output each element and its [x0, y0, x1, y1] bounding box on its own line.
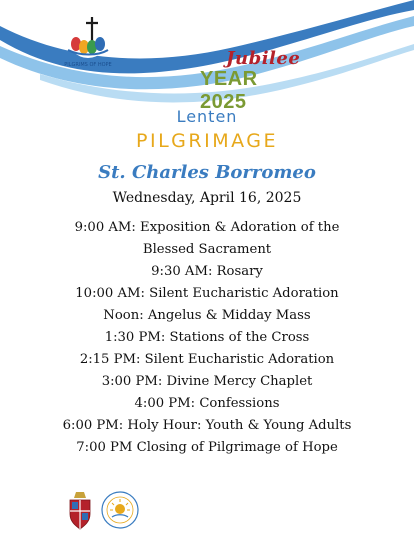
coat-of-arms-icon: [64, 490, 96, 530]
jubilee-logo-icon: [58, 14, 118, 70]
schedule-item: 7:00 PM Closing of Pilgrimage of Hope: [76, 440, 338, 455]
schedule-item: Noon: Angelus & Midday Mass: [103, 308, 311, 323]
jubilee-title: [200, 48, 310, 113]
schedule-item: 10:00 AM: Silent Eucharistic Adoration: [75, 286, 339, 301]
parish-name: St. Charles Borromeo: [98, 162, 316, 183]
schedule-item: 1:30 PM: Stations of the Cross: [104, 330, 310, 345]
logo-text: PILGRIMS OF HOPE: [64, 62, 112, 68]
schedule-item: 3:00 PM: Divine Mercy Chaplet: [101, 374, 313, 389]
schedule-item: 4:00 PM: Confessions: [134, 396, 280, 411]
schedule-item: 6:00 PM: Holy Hour: Youth & Young Adults: [62, 418, 352, 433]
jubilee-script: Jubilee: [226, 48, 301, 69]
lenten-heading: Lenten: [176, 107, 238, 126]
jubilee-year: YEAR 2025: [200, 68, 258, 113]
event-date: Wednesday, April 16, 2025: [112, 190, 302, 206]
parish-seal-icon: [100, 490, 140, 530]
schedule-item: 2:15 PM: Silent Eucharistic Adoration: [79, 352, 335, 367]
schedule-item: 9:30 AM: Rosary: [151, 264, 263, 279]
pilgrimage-heading: PILGRIMAGE: [136, 130, 278, 152]
schedule-list: [60, 217, 354, 459]
schedule-item: 9:00 AM: Exposition & Adoration of the Blessed Sacrament: [74, 220, 340, 257]
